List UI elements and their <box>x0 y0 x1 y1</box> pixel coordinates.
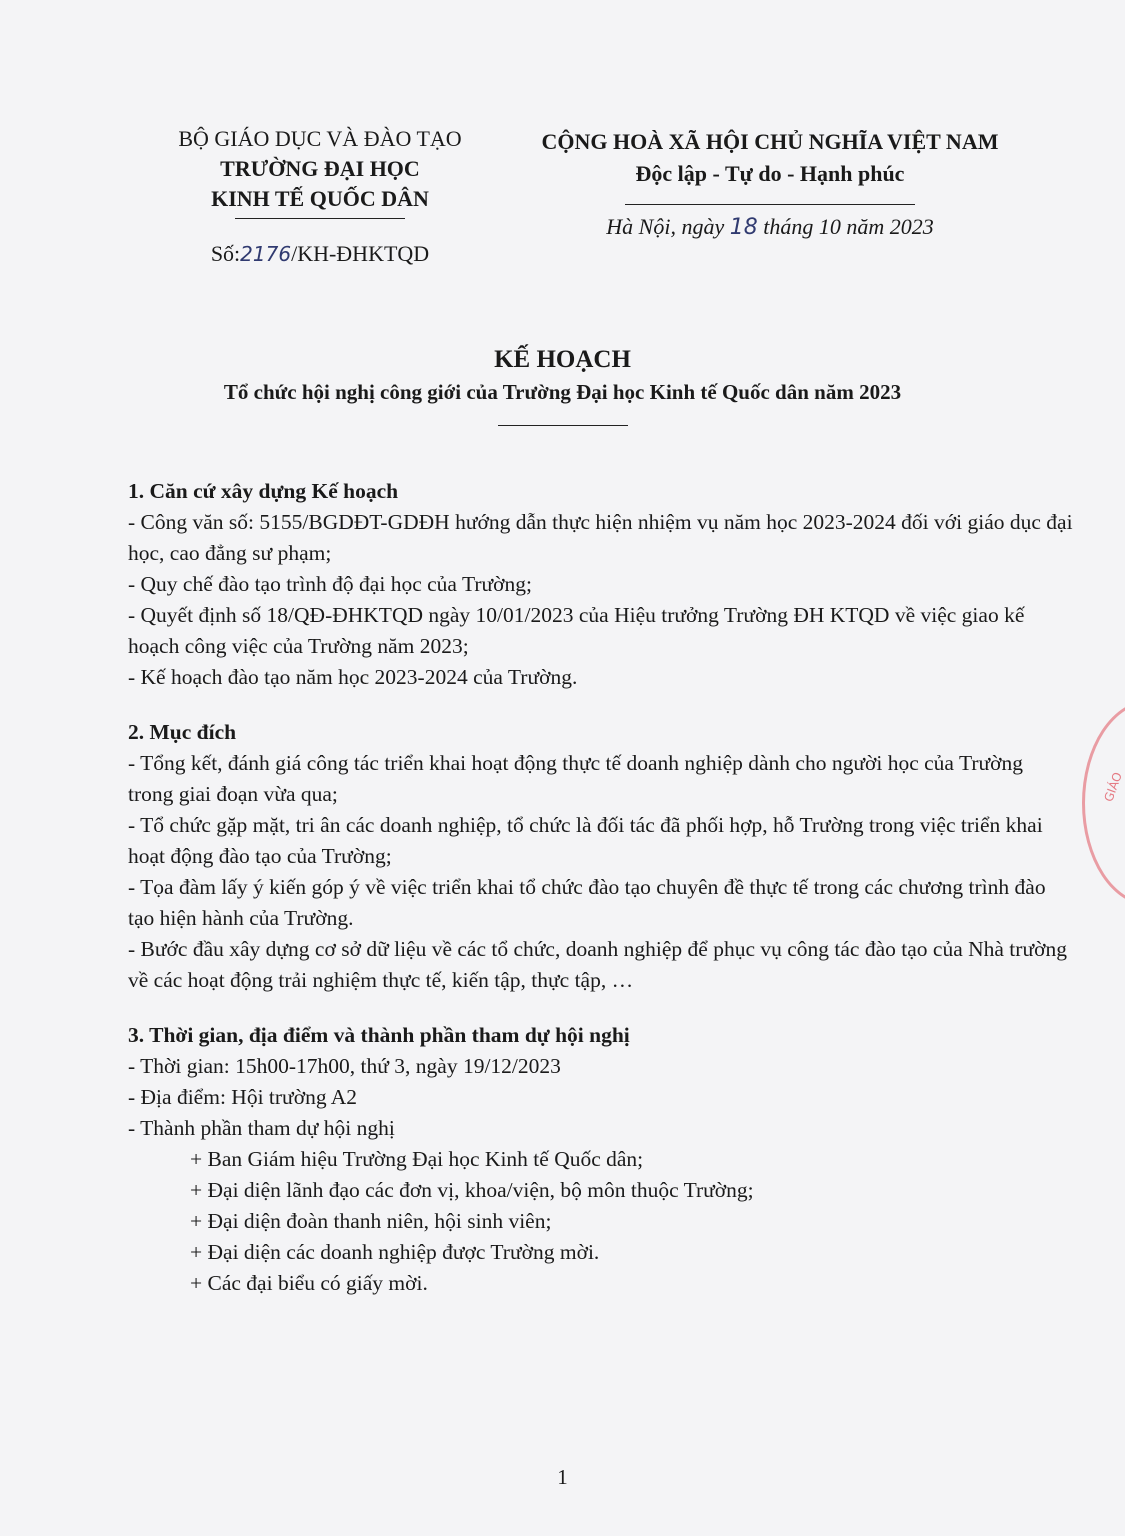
red-seal-stamp <box>1082 700 1125 906</box>
section-1-line: - Kế hoạch đào tạo năm học 2023-2024 của Trường. <box>128 665 578 689</box>
section-1-line: - Quy chế đào tạo trình độ đại học của Trường; <box>128 572 532 596</box>
section-3-line: - Thời gian: 15h00-17h00, thứ 3, ngày 19/12/2023 <box>128 1054 561 1078</box>
doc-no-handwritten: 2176 <box>240 242 292 266</box>
school-name-line2: KINH TẾ QUỐC DÂN <box>211 186 429 211</box>
title-main: KẾ HOẠCH <box>494 346 631 373</box>
attendee-item: + Ban Giám hiệu Trường Đại học Kinh tế Quốc dân; <box>190 1147 644 1171</box>
issuer-block <box>140 124 500 269</box>
page-number: 1 <box>557 1465 568 1489</box>
attendee-item: + Đại diện lãnh đạo các đơn vị, khoa/viện, bộ môn thuộc Trường; <box>190 1178 754 1202</box>
section-3-line: - Địa điểm: Hội trường A2 <box>128 1085 358 1109</box>
spacer <box>128 693 1073 717</box>
country-name: CỘNG HOÀ XÃ HỘI CHỦ NGHĨA VIỆT NAM <box>541 129 999 154</box>
section-3-line: - Thành phần tham dự hội nghị <box>128 1116 395 1140</box>
section-1-line: - Công văn số: 5155/BGDĐT-GDĐH hướng dẫn thực hiện nhiệm vụ năm học 2023-2024 đối với giáo dục đại học, cao đẳng sư phạm; <box>128 510 1073 565</box>
school-name-line1: TRƯỜNG ĐẠI HỌC <box>220 156 420 181</box>
spacer <box>128 996 1073 1020</box>
section-2-heading: 2. Mục đích <box>128 720 237 744</box>
document-title <box>0 343 1125 426</box>
ministry-name: BỘ GIÁO DỤC VÀ ĐÀO TẠO <box>178 126 462 151</box>
seal-stamp-text: GIÁO <box>1101 770 1125 804</box>
document-body <box>128 476 1073 1299</box>
issue-date <box>520 211 1020 244</box>
section-3-heading: 3. Thời gian, địa điểm và thành phần tham dự hội nghị <box>128 1023 630 1047</box>
date-day-handwritten: 18 <box>729 215 758 240</box>
section-2-line: - Tổng kết, đánh giá công tác triển khai hoạt động thực tế doanh nghiệp dành cho người học của Trường trong giai đoạn vừa qua; <box>128 751 1024 806</box>
section-1-heading: 1. Căn cứ xây dựng Kế hoạch <box>128 479 399 503</box>
doc-no-prefix: Số: <box>210 241 241 266</box>
section-2-line: - Bước đầu xây dựng cơ sở dữ liệu về các tổ chức, doanh nghiệp để phục vụ công tác đào tạo của Nhà trường về các hoạt động trải nghiệm thực tế, kiến tập, thực tập, … <box>128 937 1067 992</box>
national-header <box>520 126 1020 244</box>
document-number <box>140 239 500 269</box>
section-2-line: - Tổ chức gặp mặt, tri ân các doanh nghiệp, tổ chức là đối tác đã phối hợp, hỗ Trường trong việc triển khai hoạt động đào tạo của Trường; <box>128 813 1043 868</box>
motto-underline <box>625 204 915 205</box>
doc-no-suffix: /KH-ĐHKTQD <box>291 241 430 266</box>
title-underline <box>498 425 628 426</box>
title-sub: Tổ chức hội nghị công giới của Trường Đại học Kinh tế Quốc dân năm 2023 <box>223 380 902 404</box>
national-motto: Độc lập - Tự do - Hạnh phúc <box>635 161 905 186</box>
attendee-item: + Đại diện các doanh nghiệp được Trường mời. <box>190 1240 600 1264</box>
section-1-line: - Quyết định số 18/QĐ-ĐHKTQD ngày 10/01/2023 của Hiệu trưởng Trường ĐH KTQD về việc giao kế hoạch công việc của Trường năm 2023; <box>128 603 1025 658</box>
attendee-item: + Đại diện đoàn thanh niên, hội sinh viên; <box>190 1209 552 1233</box>
date-suffix: tháng 10 năm 2023 <box>757 214 934 239</box>
section-2-line: - Tọa đàm lấy ý kiến góp ý về việc triển khai tổ chức đào tạo chuyên đề thực tế trong các chương trình đào tạo hiện hành của Trường. <box>128 875 1046 930</box>
attendee-item: + Các đại biểu có giấy mời. <box>190 1271 428 1295</box>
issuer-underline <box>235 218 405 219</box>
date-prefix: Hà Nội, ngày <box>606 214 730 239</box>
